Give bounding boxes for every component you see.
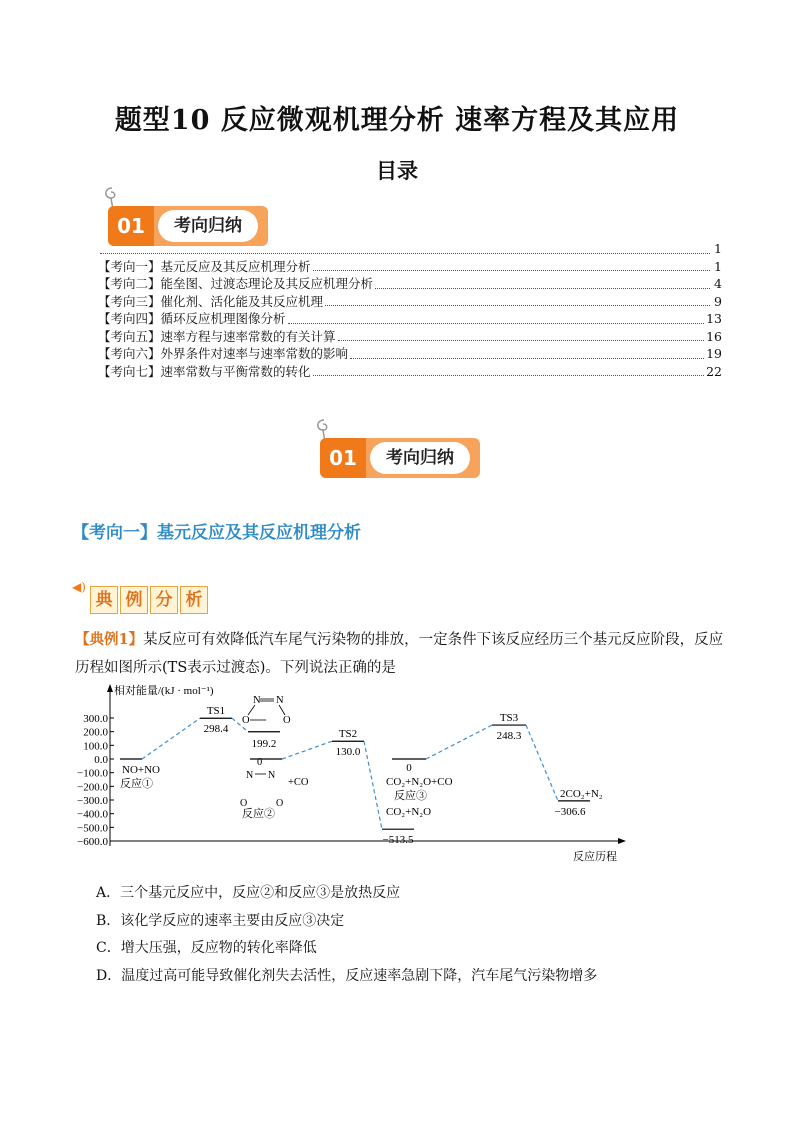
svg-text:O: O xyxy=(240,798,248,809)
example-body: 某反应可有效降低汽车尾气污染物的排放，一定条件下该反应经历三个基元反应阶段，反应历程如图所示(TS表示过渡态)。下列说法正确的是 xyxy=(75,632,724,676)
svg-text:N: N xyxy=(246,770,254,781)
toc-row[interactable]: 【考向六】外界条件对速率与速率常数的影响 19 xyxy=(98,346,722,361)
y-tick-label: 300.0 xyxy=(83,713,108,725)
y-axis-arrow xyxy=(107,684,113,692)
option-c[interactable]: C．增大压强，反应物的转化率降低 xyxy=(96,940,317,956)
y-tick-label: −600.0 xyxy=(77,836,108,848)
example-text xyxy=(75,626,725,682)
annotations xyxy=(240,695,309,809)
toc-row[interactable]: 【考向四】循环反应机理图像分析 13 xyxy=(98,311,722,326)
banner-char: 析 xyxy=(180,586,208,614)
data-label-reactant3: 0 xyxy=(406,762,412,774)
data-label-final: −306.6 xyxy=(554,805,586,818)
annotation-co: +CO xyxy=(288,777,309,788)
badge-number: 01 xyxy=(320,438,366,478)
option-d[interactable]: D．温度过高可能导致催化剂失去活性，反应速率急剧下降，汽车尾气污染物增多 xyxy=(96,967,598,984)
y-tick-label: 200.0 xyxy=(83,726,108,739)
y-tick-label: 0.0 xyxy=(94,754,108,766)
molecule-atom: N xyxy=(253,695,261,706)
ts2-label: TS2 xyxy=(338,728,358,741)
speaker-icon: ◀) xyxy=(72,580,86,594)
badge-label: 考向归纳 xyxy=(370,442,470,474)
molecule-atom: 0 xyxy=(257,757,263,768)
option-a[interactable]: A．三个基元反应中，反应②和反应③是放热反应 xyxy=(96,885,401,901)
typical-example-banner xyxy=(72,580,226,616)
data-label-product2: −513.5 xyxy=(382,834,414,847)
y-tick-label: −500.0 xyxy=(77,822,108,835)
step-label-1: 反应① xyxy=(120,778,153,790)
badge-number: 01 xyxy=(108,206,154,246)
y-tick-label: −300.0 xyxy=(77,795,108,807)
svg-text:N: N xyxy=(268,770,276,781)
path-connector xyxy=(526,725,558,801)
x-axis-label: 反应历程 xyxy=(573,851,617,863)
species-label-reactant3: CO₂+N₂O+CO xyxy=(386,776,453,788)
path-connector xyxy=(426,725,492,759)
ts1-label: TS1 xyxy=(206,705,226,718)
banner-char: 分 xyxy=(150,586,178,614)
x-axis-arrow xyxy=(618,838,626,844)
data-label-ts1: 298.4 xyxy=(203,723,229,736)
y-tick-label: −400.0 xyxy=(77,808,108,821)
y-axis-label: 相对能量/(kJ · mol⁻¹) xyxy=(114,685,214,697)
molecule-atom: O xyxy=(242,715,250,726)
toc-row[interactable]: 【考向一】基元反应及其反应机理分析 1 xyxy=(98,258,722,274)
toc-row[interactable]: 【考向五】速率方程与速率常数的有关计算 16 xyxy=(98,328,722,344)
page-title: 题型10 反应微观机理分析 速率方程及其应用 xyxy=(114,105,680,136)
step-label-3: 反应③ xyxy=(394,790,427,802)
species-label-product2: CO₂+N₂O xyxy=(386,806,432,818)
y-tick-label: −200.0 xyxy=(77,781,108,794)
molecule-atom: O xyxy=(283,715,291,726)
toc-title: 目录 xyxy=(376,158,418,183)
badge-label: 考向归纳 xyxy=(158,210,258,242)
toc-row[interactable]: 【考向三】催化剂、活化能及其反应机理 9 xyxy=(98,293,722,309)
ts3-label: TS3 xyxy=(499,712,519,725)
table-of-contents xyxy=(98,240,722,380)
banner-char: 典 xyxy=(90,586,118,614)
svg-text:O: O xyxy=(276,798,284,809)
banner-char: 例 xyxy=(120,586,148,614)
section-badge-main xyxy=(320,432,480,482)
y-tick-label: 100.0 xyxy=(83,740,108,753)
path-connector xyxy=(282,741,332,759)
species-label-final: 2CO₂+N₂ xyxy=(560,787,603,800)
toc-row[interactable]: 【考向二】能垒图、过渡态理论及其反应机理分析 4 xyxy=(98,276,722,291)
data-label-ts3: 248.3 xyxy=(496,730,522,743)
section-heading: 【考向一】基元反应及其反应机理分析 xyxy=(72,523,361,543)
toc-row[interactable]: 【考向七】速率常数与平衡常数的转化 22 xyxy=(98,363,722,379)
energy-profile-chart xyxy=(60,678,640,868)
data-label-ts2: 130.0 xyxy=(335,746,361,759)
data-label-intermediate: 199.2 xyxy=(251,737,277,750)
species-label-reactant: NO+NO xyxy=(122,764,160,776)
path-connector xyxy=(142,718,200,759)
option-b[interactable]: B．该化学反应的速率主要由反应③决定 xyxy=(96,912,345,929)
toc-row[interactable]: 1 xyxy=(98,240,722,258)
y-tick-label: −100.0 xyxy=(77,767,108,780)
step-label-2: 反应② xyxy=(242,808,275,820)
path-connector xyxy=(364,741,382,829)
answer-options xyxy=(96,880,597,990)
example-label: 【典例1】 xyxy=(75,631,144,648)
molecule-atom: N xyxy=(276,695,284,706)
